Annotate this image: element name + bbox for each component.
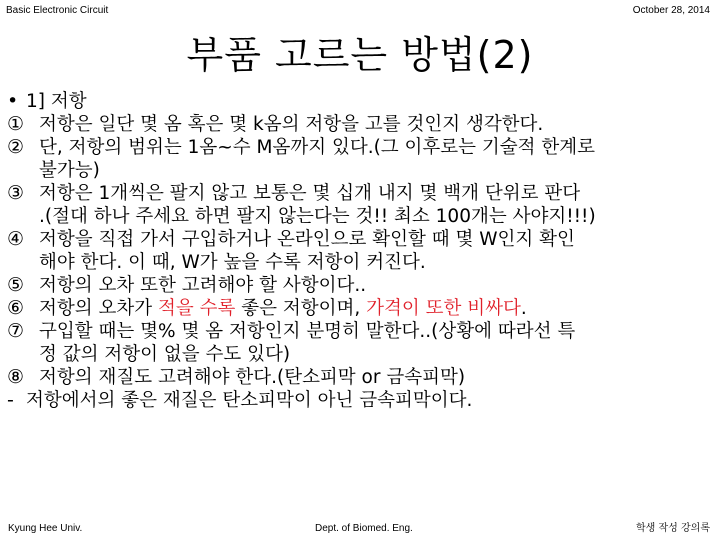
list-item-2	[6, 136, 711, 182]
list-item-8	[6, 366, 711, 389]
list-marker: ②	[7, 136, 25, 158]
list-item-continuation: 불가능)	[39, 160, 100, 181]
list-item-1	[6, 113, 711, 136]
header-course-name: Basic Electronic Circuit	[6, 5, 109, 16]
list-marker: ⑦	[7, 320, 25, 342]
slide-title: 부품 고르는 방법(2)	[186, 33, 534, 77]
highlighted-text: 가격이 또한 비싸다	[366, 298, 521, 319]
list-item-text-part: .	[520, 298, 527, 319]
list-marker: ③	[7, 182, 25, 204]
bullet-marker: •	[7, 90, 19, 112]
dash-item-text: 저항에서의 좋은 재질은 탄소피막이 아닌 금속피막이다.	[26, 390, 473, 411]
list-marker: ①	[7, 113, 25, 135]
list-item-text-part: 좋은 저항이며,	[235, 298, 367, 319]
list-item-continuation: .(절대 하나 주세요 하면 팔지 않는다는 것!! 최소 100개는 사야지!!!)	[39, 206, 596, 227]
list-item-continuation: 해야 한다. 이 때, W가 높을 수록 저항이 커진다.	[39, 252, 426, 273]
footer-university: Kyung Hee Univ.	[8, 523, 83, 534]
list-item-text: 저항은 일단 몇 옴 혹은 몇 k옴의 저항을 고를 것인지 생각한다.	[39, 114, 544, 135]
list-item-6	[6, 297, 711, 320]
list-item-text: 단, 저항의 범위는 1옴~수 M옴까지 있다.(그 이후로는 기술적 한계로	[39, 137, 596, 158]
header-date: October 28, 2014	[632, 5, 710, 16]
highlighted-text: 적을 수록	[158, 298, 236, 319]
list-marker: ⑧	[7, 366, 25, 388]
bullet-heading	[6, 90, 711, 113]
list-item-text: 저항의 재질도 고려해야 한다.(탄소피막 or 금속피막)	[39, 367, 466, 388]
list-marker: ④	[7, 228, 25, 250]
dash-marker: -	[7, 389, 14, 411]
list-item-5	[6, 274, 711, 297]
list-item-7	[6, 320, 711, 366]
list-item-text: 저항의 오차 또한 고려해야 할 사항이다..	[39, 275, 367, 296]
list-marker: ⑤	[7, 274, 25, 296]
list-item-text-part: 저항의 오차가	[39, 298, 158, 319]
list-item-3	[6, 182, 711, 228]
dash-item	[6, 389, 711, 412]
footer-author-note: 학생 작성 강의록	[636, 523, 710, 534]
bullet-heading-text: 1] 저항	[26, 91, 87, 112]
list-item-text: 구입할 때는 몇% 몇 옴 저항인지 분명히 말한다..(상황에 따라선 특	[39, 321, 576, 342]
list-item-4	[6, 228, 711, 274]
list-item-continuation: 정 값의 저항이 없을 수도 있다)	[39, 344, 291, 365]
slide-body	[6, 90, 711, 412]
list-item-text: 저항을 직접 가서 구입하거나 온라인으로 확인할 때 몇 W인지 확인	[39, 229, 575, 250]
footer-department: Dept. of Biomed. Eng.	[315, 523, 413, 534]
list-item-text: 저항은 1개씩은 팔지 않고 보통은 몇 십개 내지 몇 백개 단위로 판다	[39, 183, 581, 204]
list-marker: ⑥	[7, 297, 25, 319]
